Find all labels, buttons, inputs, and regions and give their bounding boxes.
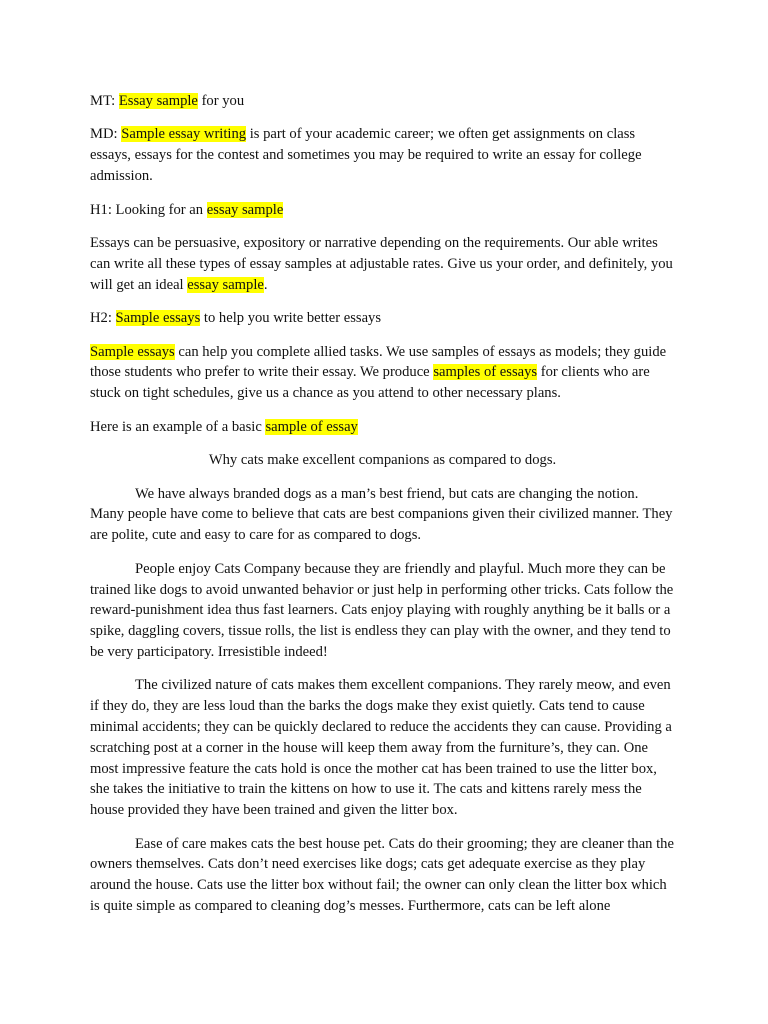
samples-paragraph-text-1: can help you complete allied tasks. We use samples of essays as models; they guide those students who prefer to write their essay. We produce	[90, 343, 667, 381]
heading-2-line	[90, 308, 675, 329]
highlighted-keyword: essay sample	[206, 201, 284, 218]
heading-1-line	[90, 200, 675, 221]
meta-title-suffix: for you	[197, 93, 245, 109]
samples-paragraph	[90, 342, 675, 404]
meta-title-line	[90, 91, 675, 112]
highlighted-keyword: sample of essay	[265, 418, 358, 435]
essay-title: Why cats make excellent companions as compared to dogs.	[208, 452, 557, 469]
intro-paragraph-end: .	[263, 276, 268, 293]
essay-paragraph: People enjoy Cats Company because they are friendly and playful. Much more they can be trained like dogs to avoid unwanted behavior or just help in performing other tricks. Cats follow the reward-punishment idea thus fast learners. Cats enjoy playing with roughly anything be it balls or a spike, daggling covers, tissue rolls, the list is endless they can play with the owner, and they tend to be very participatory. Irresistible indeed!	[90, 560, 674, 660]
intro-paragraph	[90, 233, 675, 295]
document-body	[90, 91, 675, 930]
highlighted-keyword: samples of essays	[433, 364, 538, 381]
meta-description-prefix: MD:	[90, 126, 122, 143]
samples-paragraph-text-2: for clients who are stuck on tight schedules, give us a chance as you attend to other necessary plans.	[90, 364, 650, 402]
essay-paragraph: Ease of care makes cats the best house pet. Cats do their grooming; they are cleaner than the owners themselves. Cats don’t need exercises like dogs; cats get adequate exercise as they play around the house. Cats use the litter box without fail; the owner can only clean the litter box which is quite simple as compared to cleaning dog’s messes. Furthermore, cats can be left alone	[90, 835, 674, 915]
essay-paragraph: We have always branded dogs as a man’s best friend, but cats are changing the notion. Many people have come to believe that cats are best companions given their civilized manner. They are polite, cute and easy to care for as compared to dogs.	[90, 485, 673, 544]
meta-title-prefix: MT:	[90, 93, 119, 109]
meta-description-line	[90, 124, 675, 186]
intro-paragraph-text: Essays can be persuasive, expository or narrative depending on the requirements. Our able writes can write all these types of essay samples at adjustable rates. Give us your order, and definitely, you will get an ideal	[90, 235, 673, 293]
highlighted-keyword: Sample essays	[115, 310, 201, 327]
example-intro-prefix: Here is an example of a basic	[90, 418, 266, 435]
meta-description-text: is part of your academic career; we often get assignments on class essays, essays for the contest and sometimes you may be required to write an essay for college admission.	[90, 126, 642, 185]
highlighted-keyword: essay sample	[187, 276, 264, 293]
heading-2-prefix: H2:	[90, 310, 116, 327]
essay-paragraph: The civilized nature of cats makes them excellent companions. They rarely meow, and even if they do, they are less loud than the barks the dogs make they exist quietly. Cats tend to cause minimal accidents; they can be quickly declared to reduce the accidents they can cause. Providing a scratching post at a corner in the house will keep them away from the furniture’s, they can. One most impressive feature the cats hold is once the mother cat has been trained to use the litter box, she takes the initiative to train the kittens on how to use it. The cats and kittens rarely mess the house provided they have been trained and given the litter box.	[90, 677, 672, 819]
heading-1-prefix: H1: Looking for an	[90, 201, 207, 218]
example-intro-line	[90, 417, 675, 438]
highlighted-keyword: Sample essay writing	[121, 126, 247, 143]
highlighted-keyword: Essay sample	[118, 93, 198, 109]
heading-2-suffix: to help you write better essays	[200, 310, 382, 327]
highlighted-keyword: Sample essays	[90, 343, 175, 360]
